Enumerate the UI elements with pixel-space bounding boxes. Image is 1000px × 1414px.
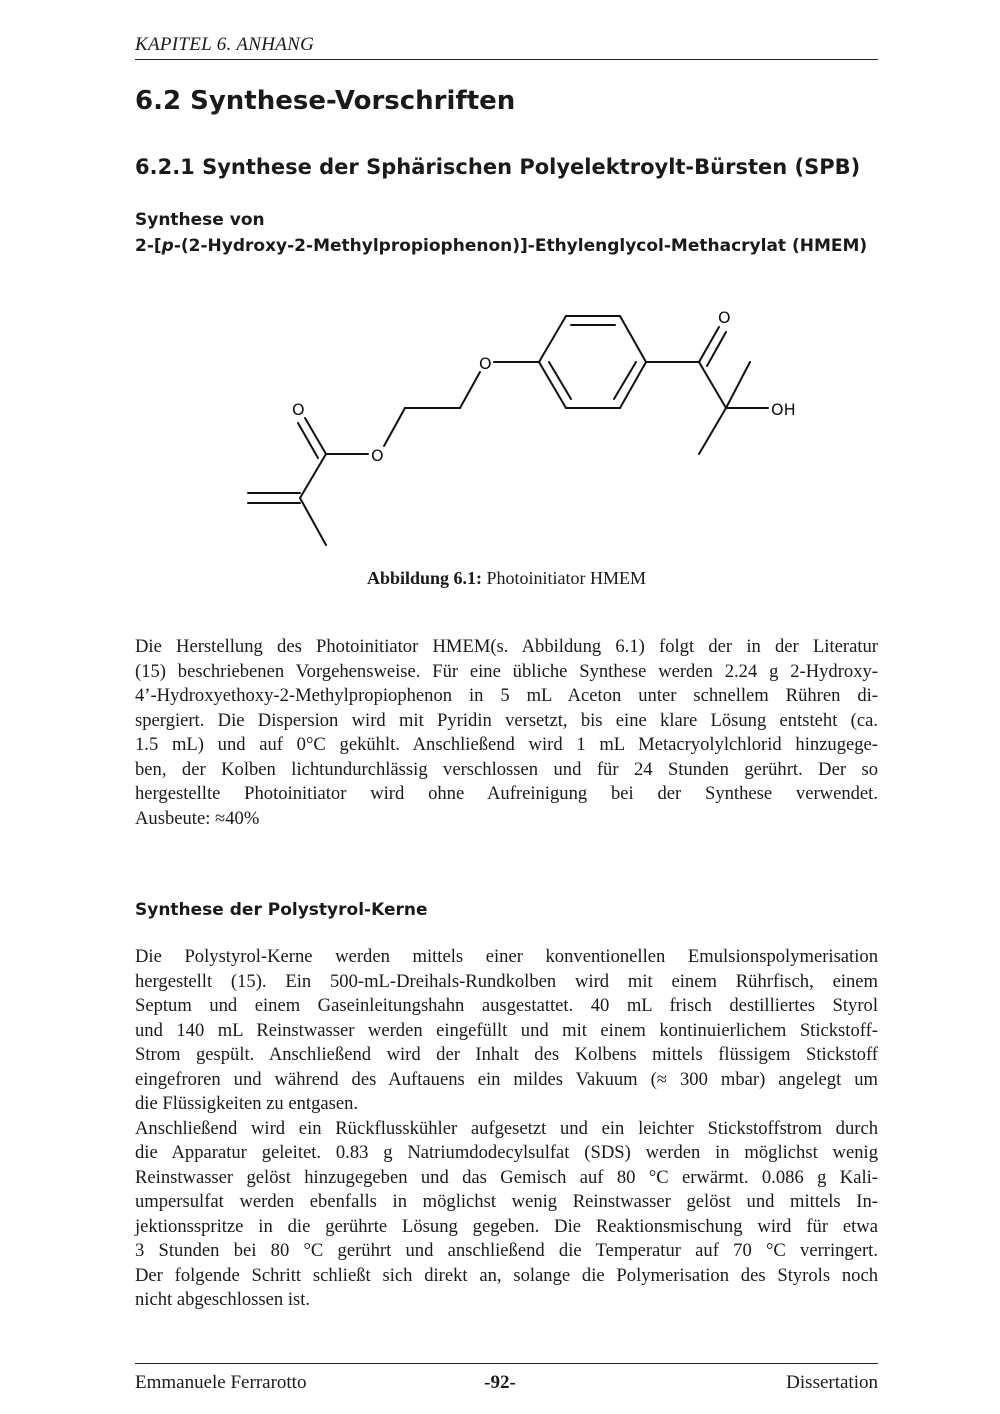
bond-ketone-2	[707, 332, 726, 366]
hmem-heading-line2-italic: p	[161, 236, 174, 256]
bond-ch2-ether-o	[460, 372, 480, 408]
figure-caption-label: Abbildung 6.1:	[366, 568, 483, 588]
section-heading: 6.2 Synthese-Vorschriften	[135, 86, 516, 116]
figure-caption-text: Photoinitiator HMEM	[486, 568, 647, 588]
text-line: (15) beschriebenen Vorgehensweise. Für eine übliche Synthese werden 2.24 g 2-Hydroxy-	[135, 660, 878, 682]
ring-bond-1	[539, 316, 566, 362]
bond-quat-methyl-down	[699, 408, 726, 454]
text-line: 3 Stunden bei 80 °C gerührt und anschließend die Temperatur auf 70 °C verringert.	[135, 1240, 878, 1261]
polystyrol-paragraph	[135, 945, 878, 1313]
running-header: KAPITEL 6. ANHANG	[135, 34, 315, 55]
hmem-paragraph	[135, 635, 878, 831]
ring-inner-bond-b	[614, 362, 636, 399]
text-line: und 140 mL Reinstwasser werden eingefüllt und mit einem kontinuierlichem Stickstoff-	[135, 1019, 878, 1041]
text-line: Strom gespült. Anschließend wird der Inhalt des Kolbens mittels flüssigem Stickstoff	[135, 1044, 878, 1065]
hmem-heading	[135, 207, 867, 259]
footer-rule	[135, 1363, 878, 1364]
atom-o-carbonyl-left: O	[292, 400, 305, 419]
text-line: 4’-Hydroxyethoxy-2-Methylpropiophenon in 5 mL Aceton unter schnellem Rühren di-	[135, 685, 878, 706]
figure-caption	[135, 568, 878, 589]
text-line: 1.5 mL) und auf 0°C gekühlt. Anschließend wird 1 mL Metacryolylchlorid hinzugege-	[135, 734, 878, 755]
text-line: Anschließend wird ein Rückflusskühler aufgesetzt und ein leichter Stickstoffstrom durch	[135, 1117, 878, 1139]
footer-author: Emmanuele Ferrarotto	[135, 1372, 307, 1393]
bond-alpha-carbonyl	[300, 454, 326, 498]
text-line: ben, der Kolben lichtundurchlässig verschlossen und für 24 Stunden gerührt. Der so	[135, 758, 878, 780]
atom-o-ketone: O	[718, 308, 731, 327]
text-line: Die Herstellung des Photoinitiator HMEM(s. Abbildung 6.1) folgt der in der Literatur	[135, 636, 878, 657]
ring-inner-bond-c	[549, 362, 571, 399]
text-line: Reinstwasser gelöst hinzugegeben und das Gemisch auf 80 °C erwärmt. 0.086 g Kali-	[135, 1166, 878, 1188]
text-line: jektionsspritze in die gerührte Lösung gegeben. Die Reaktionsmischung wird für etwa	[135, 1215, 878, 1237]
text-line: spergiert. Die Dispersion wird mit Pyridin versetzt, bis eine klare Lösung entsteht (ca.	[135, 709, 878, 731]
bond-ester-o-ch2	[384, 408, 405, 446]
hmem-heading-line1: Synthese von	[135, 210, 265, 230]
text-line: Die Polystyrol-Kerne werden mittels einer konventionellen Emulsionspolymerisation	[135, 946, 878, 967]
text-line: die Flüssigkeiten zu entgasen.	[135, 1093, 359, 1114]
text-line: umpersulfat werden ebenfalls in möglichst wenig Reinstwasser gelöst und mittels In-	[135, 1191, 878, 1212]
text-line: Septum und einem Gaseinleitungshahn ausgestattet. 40 mL frisch destilliertes Styrol	[135, 995, 878, 1016]
bond-quat-methyl-up	[726, 362, 750, 408]
hmem-heading-line2	[135, 233, 867, 259]
header-rule	[135, 59, 878, 60]
polystyrol-heading: Synthese der Polystyrol-Kerne	[135, 900, 428, 920]
bond-ketone-1	[699, 327, 719, 362]
text-line: hergestellt (15). Ein 500-mL-Dreihals-Rundkolben wird mit einem Rührfisch, einem	[135, 970, 878, 992]
ring-bond-3	[620, 316, 646, 362]
text-line: die Apparatur geleitet. 0.83 g Natriumdodecylsulfat (SDS) werden in möglichst wenig	[135, 1142, 878, 1163]
atom-oh: OH	[771, 400, 796, 419]
page-number: -92-	[484, 1372, 516, 1393]
bond-carbonyl-1	[305, 418, 326, 454]
bond-carbonyl-2	[298, 423, 318, 458]
bond-methyl	[300, 498, 326, 545]
hmem-heading-line2-pre: 2-[	[135, 236, 162, 256]
text-line: Ausbeute: ≈40%	[135, 807, 260, 829]
text-line: Der folgende Schritt schließt sich direkt an, solange die Polymerisation des Styrols noch	[135, 1264, 878, 1286]
subsection-heading: 6.2.1 Synthese der Sphärischen Polyelektroylt-Bürsten (SPB)	[135, 155, 861, 179]
bond-ketone-quat-c	[699, 362, 726, 408]
footer-doc-type: Dissertation	[786, 1372, 878, 1393]
text-line: eingefroren und während des Auftauens ein mildes Vakuum (≈ 300 mbar) angelegt um	[135, 1068, 878, 1090]
atom-o-ester: O	[371, 446, 384, 465]
text-line: nicht abgeschlossen ist.	[135, 1289, 311, 1310]
hmem-heading-line2-post: -(2-Hydroxy-2-Methylpropiophenon)]-Ethylenglycol-Methacrylat (HMEM)	[173, 236, 868, 256]
atom-o-ether: O	[479, 354, 492, 373]
hmem-structure-figure	[220, 300, 820, 560]
text-line: hergestellte Photoinitiator wird ohne Aufreinigung bei der Synthese verwendet.	[135, 783, 878, 804]
